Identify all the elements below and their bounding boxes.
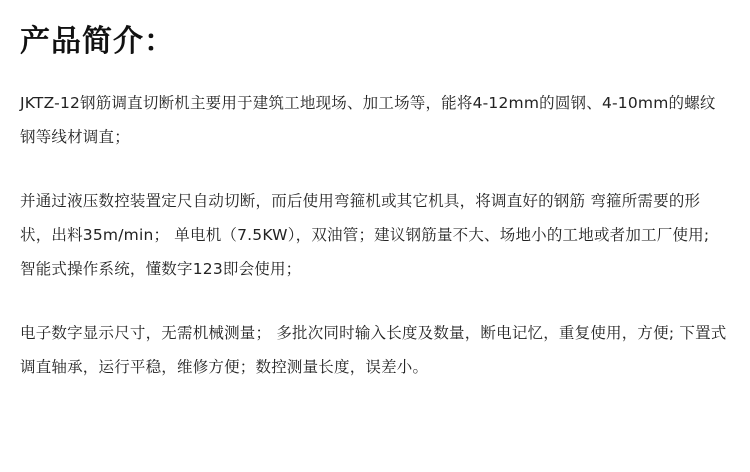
page-title: 产品简介： [20, 24, 175, 59]
paragraph-product-overview: JKTZ-12钢筋调直切断机主要用于建筑工地现场、加工场等，能将4-12mm的圆钢、4-10mm的螺纹钢等线材调直； [20, 94, 716, 146]
paragraph-digital-display-features: 电子数字显示尺寸，无需机械测量； 多批次同时输入长度及数量，断电记忆，重复使用，方便; 下置式调直轴承，运行平稳，维修方便；数控测量长度，误差小。 [20, 324, 727, 376]
paragraph-cutting-and-specs: 并通过液压数控装置定尺自动切断，而后使用弯箍机或其它机具，将调直好的钢筋 弯箍所需要的形状，出料35m/min； 单电机（7.5KW），双油管；建议钢筋量不大、场地小的工地或者加工厂使用; 智能式操作系统，懂数字123即会使用； [20, 192, 710, 278]
